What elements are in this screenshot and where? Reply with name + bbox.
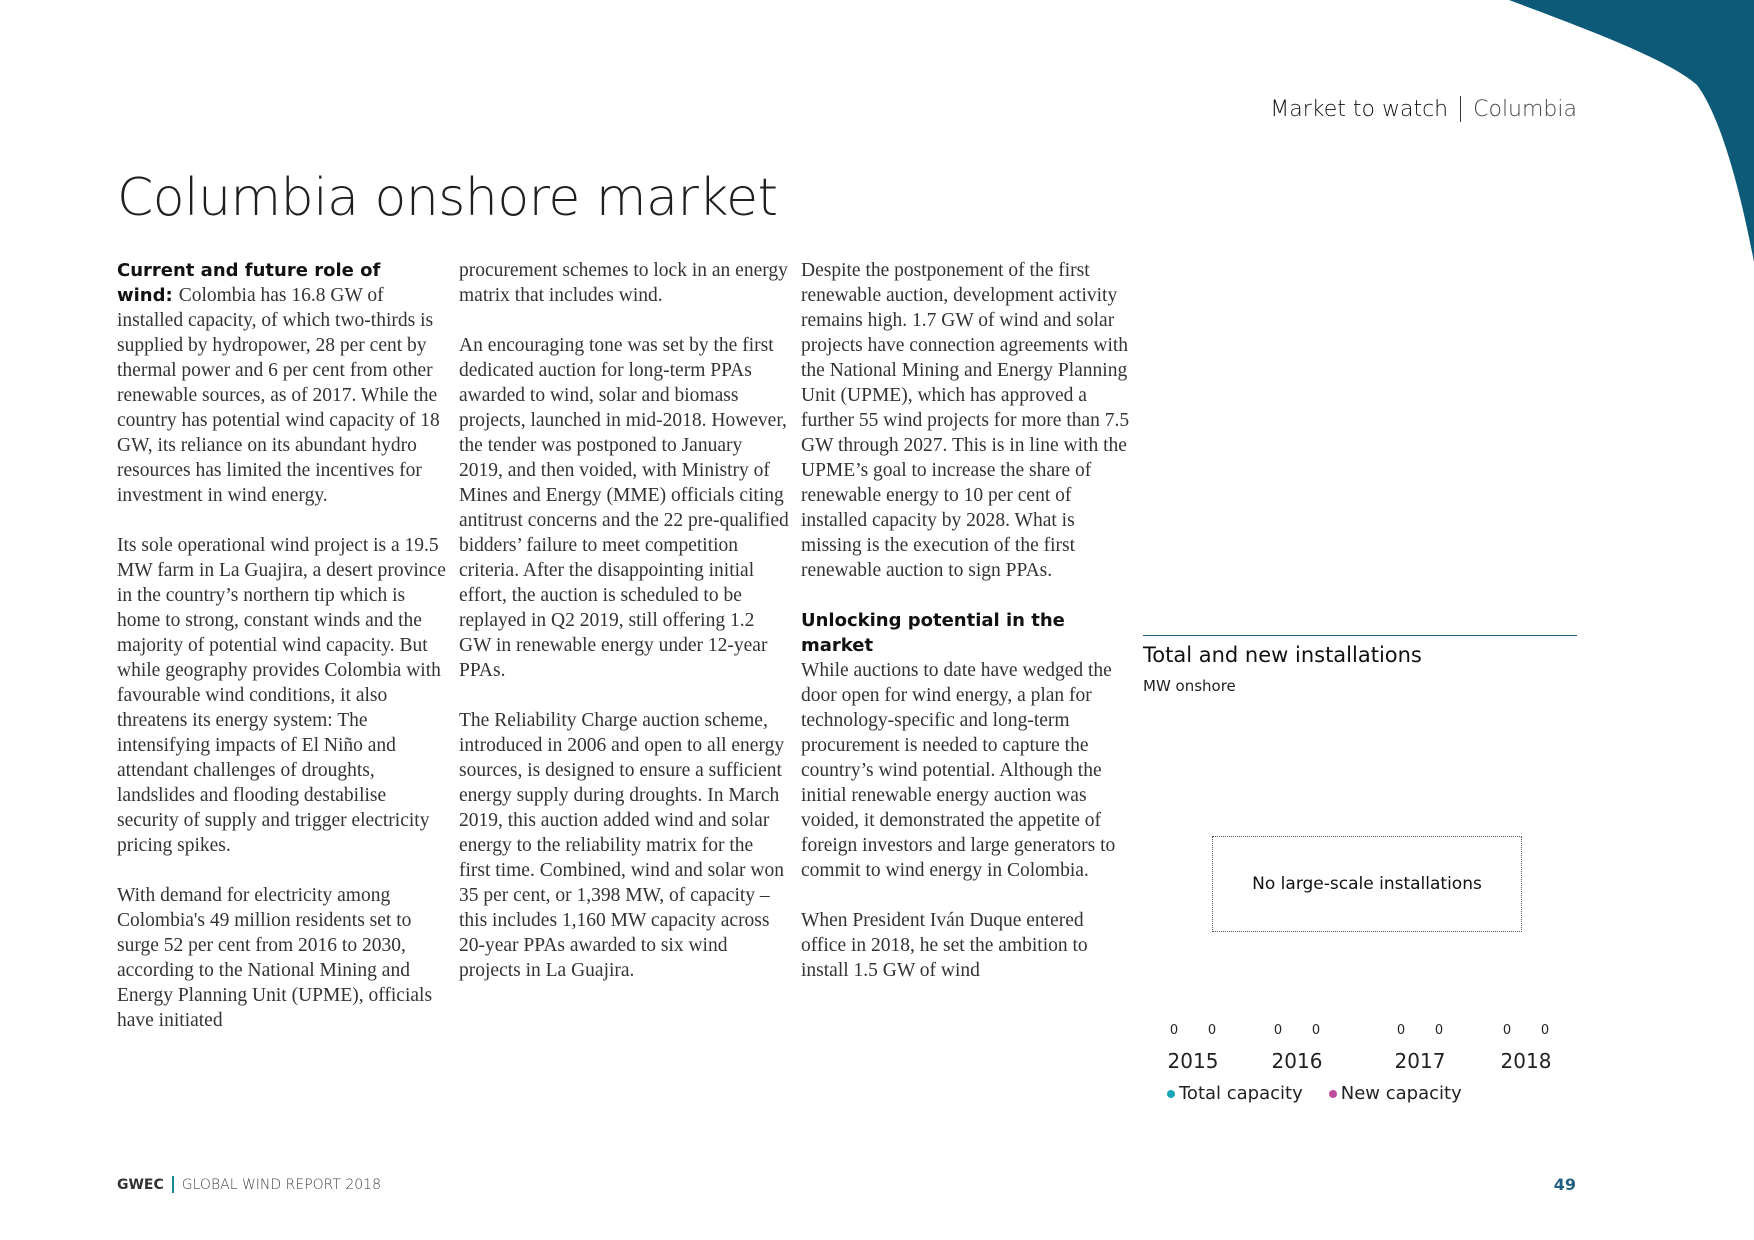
page-title: Columbia onshore market (117, 168, 778, 228)
data-label-total: 0 (1502, 1023, 1512, 1038)
page-number: 49 (1553, 1175, 1576, 1194)
installations-chart (1143, 1010, 1563, 1080)
footer-report-title: GLOBAL WIND REPORT 2018 (181, 1176, 381, 1193)
paragraph: procurement schemes to lock in an energy matrix that includes wind. (459, 260, 788, 306)
data-label-new: 0 (1311, 1023, 1321, 1038)
no-installations-note (1212, 836, 1522, 932)
footer-org: GWEC (117, 1176, 164, 1193)
section-heading: Unlocking potential in the market (801, 610, 1065, 656)
paragraph: Despite the postponement of the first renewable auction, development activity remains high. 1.7 GW of wind and solar projects have connection agreements with the National Mining and Energy Planning Unit (UPME), which has approved a further 55 wind projects for more than 7.5 GW through 2027. This is in line with the UPME’s goal to increase the share of renewable energy to 10 per cent of installed capacity by 2028. What is missing is the execution of the first renewable auction to sign PPAs. (801, 260, 1130, 581)
footer-divider (172, 1176, 174, 1193)
paragraph: When President Iván Duque entered office in 2018, he set the ambition to install 1.5 GW of wind (801, 910, 1088, 981)
text-column-1 (117, 258, 447, 1058)
paragraph: Its sole operational wind project is a 19.5 MW farm in La Guajira, a desert province in the country’s northern tip which is home to strong, constant winds and the majority of potential wind capacity. But while geography provides Colombia with favourable wind conditions, it also threatens its energy system: The intensifying impacts of El Niño and attendant challenges of droughts, landslides and flooding destabilise security of supply and trigger electricity pricing spikes. (117, 535, 446, 856)
chart-unit-label: MW onshore (1143, 677, 1236, 695)
chart-legend (1167, 1083, 1462, 1104)
paragraph-text: Colombia has 16.8 GW of installed capacity, of which two-thirds is supplied by hydropower, 28 per cent by thermal power and 6 per cent from other renewable sources, as of 2017. While the country has potential wind capacity of 18 GW, its reliance on its abundant hydro resources has limited the incentives for investment in wind energy. (117, 285, 440, 506)
no-installations-text: No large-scale installations (1252, 874, 1482, 894)
lead-heading: Current and future role of wind: (117, 260, 381, 306)
legend-item-total (1167, 1083, 1303, 1104)
new-capacity-dot-icon (1329, 1090, 1337, 1098)
paragraph: The Reliability Charge auction scheme, introduced in 2006 and open to all energy sources, is designed to ensure a sufficient energy supply during droughts. In March 2019, this auction added wind and solar energy to the reliability matrix for the first time. Combined, wind and solar won 35 per cent, or 1,398 MW, of capacity – this includes 1,160 MW capacity across 20-year PPAs awarded to six wind projects in La Guajira. (459, 710, 785, 981)
text-column-3 (801, 258, 1131, 1008)
data-label-new: 0 (1540, 1023, 1550, 1038)
data-label-total: 0 (1169, 1023, 1179, 1038)
corner-decoration-shape (1509, 0, 1754, 270)
country-label: Columbia (1473, 96, 1577, 122)
text-column-2 (459, 258, 789, 1008)
x-tick-label: 2015 (1167, 1049, 1219, 1073)
chart-top-rule (1143, 635, 1577, 636)
footer-report-info (117, 1176, 381, 1193)
paragraph: With demand for electricity among Colombia's 49 million residents set to surge 52 per cent from 2016 to 2030, according to the National Mining and Energy Planning Unit (UPME), officials have initiated (117, 885, 433, 1031)
paragraph: An encouraging tone was set by the first dedicated auction for long-term PPAs awarded to wind, solar and biomass projects, launched in mid-2018. However, the tender was postponed to January 2019, and then voided, with Ministry of Mines and Energy (MME) officials citing antitrust concerns and the 22 pre-qualified bidders’ failure to meet competition criteria. After the disappointing initial effort, the auction is scheduled to be replayed in Q2 2019, still offering 1.2 GW in renewable energy under 12-year PPAs. (459, 335, 789, 681)
section-label: Market to watch (1270, 96, 1449, 122)
x-tick-label: 2018 (1500, 1049, 1552, 1073)
total-capacity-dot-icon (1167, 1090, 1175, 1098)
x-tick-label: 2016 (1271, 1049, 1323, 1073)
legend-label: Total capacity (1179, 1083, 1303, 1104)
x-tick-label: 2017 (1394, 1049, 1446, 1073)
legend-label: New capacity (1340, 1083, 1462, 1104)
paragraph: While auctions to date have wedged the door open for wind energy, a plan for technology-specific and long-term procurement is needed to capture the country’s wind potential. Although the initial renewable energy auction was voided, it demonstrated the appetite of foreign investors and large generators to commit to wind energy in Colombia. (801, 660, 1116, 881)
data-label-new: 0 (1434, 1023, 1444, 1038)
paragraph (117, 258, 447, 508)
chart-title: Total and new installations (1143, 643, 1422, 667)
breadcrumb-divider (1460, 96, 1461, 122)
data-label-new: 0 (1207, 1023, 1217, 1038)
section-breadcrumb (1270, 96, 1577, 122)
legend-item-new (1329, 1083, 1462, 1104)
data-label-total: 0 (1273, 1023, 1283, 1038)
data-label-total: 0 (1396, 1023, 1406, 1038)
